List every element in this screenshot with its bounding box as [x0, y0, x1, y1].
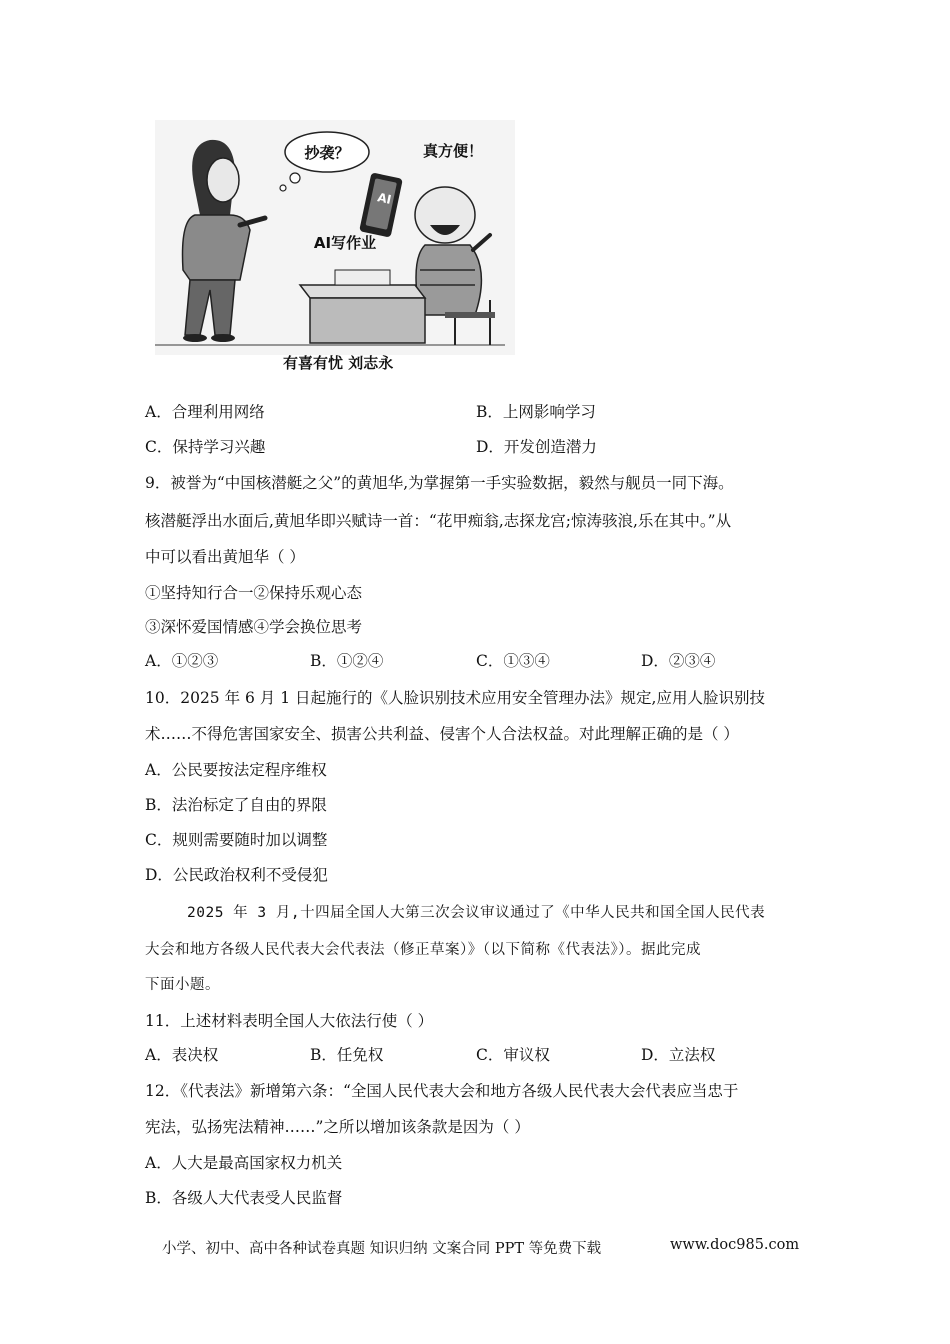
- q9-option-a: A．①②③: [145, 652, 219, 670]
- q9-item1: ①坚持知行合一②保持乐观心态: [145, 584, 363, 602]
- material-line2: 大会和地方各级人民代表大会代表法（修正草案）》（以下简称《代表法》）。据此完成: [145, 942, 701, 958]
- q9-option-c: C．①③④: [476, 652, 550, 670]
- q10-option-d: D．公民政治权利不受侵犯: [145, 866, 328, 884]
- cartoon-caption: 有喜有忧 刘志永: [283, 354, 394, 372]
- bubble-left-text: 抄袭？: [304, 144, 350, 162]
- q11-stem: 11．上述材料表明全国人大依法行使（ ）: [145, 1012, 434, 1030]
- q9-option-b: B．①②④: [310, 652, 384, 670]
- q9-stem-line1: 9．被誉为“中国核潜艇之父”的黄旭华,为掌握第一手实验数据，毅然与舰员一同下海。: [145, 474, 734, 492]
- footer-website-link[interactable]: www.doc985.com: [670, 1237, 800, 1253]
- q10-stem-line1: 10．2025 年 6 月 1 日起施行的《人脸识别技术应用安全管理办法》规定,应用人脸识别技: [145, 689, 765, 707]
- bubble-right-text: 真方便！: [422, 142, 484, 160]
- q11-option-a: A．表决权: [145, 1046, 219, 1064]
- material-line1: 2025 年 3 月,十四届全国人大第三次会议审议通过了《中华人民共和国全国人民代表: [187, 905, 766, 921]
- q12-option-b: B．各级人大代表受人民监督: [145, 1189, 343, 1207]
- q12-option-a: A．人大是最高国家权力机关: [145, 1154, 343, 1172]
- phone-ai-text: AI: [376, 190, 393, 207]
- q8-option-c: C．保持学习兴趣: [145, 438, 266, 456]
- q11-option-d: D．立法权: [641, 1046, 716, 1064]
- q8-option-a: A．合理利用网络: [145, 403, 265, 421]
- material-line3: 下面小题。: [145, 977, 220, 993]
- q10-option-a: A．公民要按法定程序维权: [145, 761, 327, 779]
- q12-stem-line1: 12．《代表法》新增第六条：“全国人民代表大会和地方各级人民代表大会代表应当忠于: [145, 1082, 739, 1100]
- q9-option-d: D．②③④: [641, 652, 716, 670]
- q10-option-b: B．法治标定了自由的界限: [145, 796, 327, 814]
- q10-option-c: C．规则需要随时加以调整: [145, 831, 328, 849]
- q8-option-b: B．上网影响学习: [476, 403, 596, 421]
- q11-option-c: C．审议权: [476, 1046, 550, 1064]
- q9-item2: ③深怀爱国情感④学会换位思考: [145, 618, 363, 636]
- q12-stem-line2: 宪法，弘扬宪法精神……”之所以增加该条款是因为（ ）: [145, 1118, 530, 1136]
- q8-option-d: D．开发创造潜力: [476, 438, 597, 456]
- cartoon-illustration: [155, 120, 515, 355]
- q10-stem-line2: 术……不得危害国家安全、损害公共利益、侵害个人合法权益。对此理解正确的是（ ）: [145, 725, 739, 743]
- footer-promo-text: 小学、初中、高中各种试卷真题 知识归纳 文案合同 PPT 等免费下载: [162, 1241, 602, 1257]
- desk-label: AI写作业: [313, 234, 377, 252]
- q9-stem-line2: 核潜艇浮出水面后,黄旭华即兴赋诗一首：“花甲痴翁,志探龙宫;惊涛骇浪,乐在其中。”从: [145, 512, 732, 530]
- q11-option-b: B．任免权: [310, 1046, 384, 1064]
- q9-stem-line3: 中可以看出黄旭华（ ）: [145, 548, 305, 566]
